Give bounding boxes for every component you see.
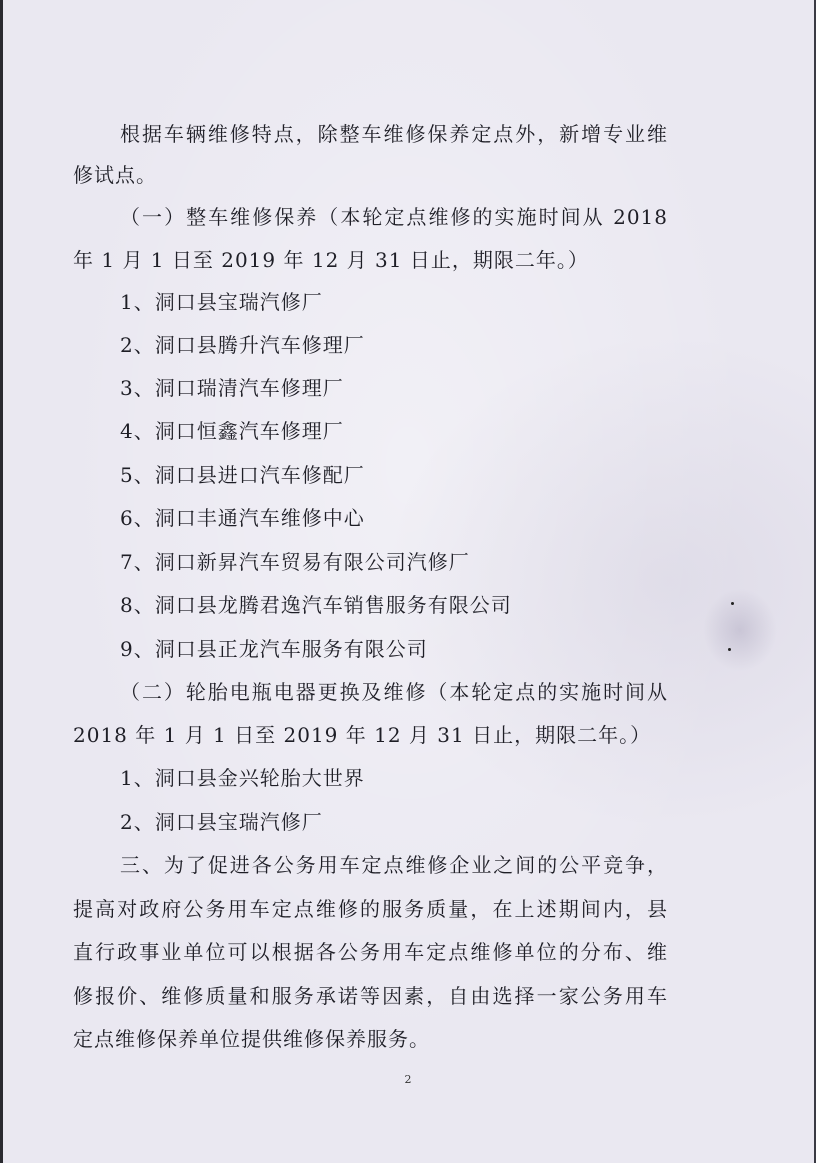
paragraph-line: 修报价、维修质量和服务承诺等因素，自由选择一家公务用车 xyxy=(73,984,668,1008)
list-item: 3、洞口瑞清汽车修理厂 xyxy=(120,376,344,400)
paragraph-line: 年 1 月 1 日至 2019 年 12 月 31 日止，期限二年。） xyxy=(73,248,589,272)
section-heading-1: （一）整车维修保养（本轮定点维修的实施时间从 2018 xyxy=(120,205,668,229)
section-heading-3: 三、为了促进各公务用车定点维修企业之间的公平竞争， xyxy=(120,853,668,877)
list-item: 2、洞口县腾升汽车修理厂 xyxy=(120,333,365,357)
section-heading-2: （二）轮胎电瓶电器更换及维修（本轮定点的实施时间从 xyxy=(120,680,668,704)
paragraph-line: 直行政事业单位可以根据各公务用车定点维修单位的分布、维 xyxy=(73,940,668,964)
paragraph-line: 根据车辆维修特点，除整车维修保养定点外，新增专业维 xyxy=(120,122,668,146)
paragraph-line: 2018 年 1 月 1 日至 2019 年 12 月 31 日止，期限二年。） xyxy=(73,723,652,747)
paragraph-line: 提高对政府公务用车定点维修的服务质量，在上述期间内，县 xyxy=(73,897,668,921)
paragraph-line: 修试点。 xyxy=(73,163,157,187)
list-item: 4、洞口恒鑫汽车修理厂 xyxy=(120,419,344,443)
list-item: 7、洞口新昇汽车贸易有限公司汽修厂 xyxy=(120,550,470,574)
list-item: 5、洞口县进口汽车修配厂 xyxy=(120,463,365,487)
list-item: 1、洞口县宝瑞汽修厂 xyxy=(120,290,323,314)
list-item: 8、洞口县龙腾君逸汽车销售服务有限公司 xyxy=(120,593,512,617)
page-number: 2 xyxy=(404,1073,412,1086)
list-item: 9、洞口县正龙汽车服务有限公司 xyxy=(120,637,428,661)
paragraph-line: 定点维修保养单位提供维修保养服务。 xyxy=(73,1027,430,1051)
list-item: 1、洞口县金兴轮胎大世界 xyxy=(120,766,365,790)
list-item: 2、洞口县宝瑞汽修厂 xyxy=(120,810,323,834)
list-item: 6、洞口丰通汽车维修中心 xyxy=(120,506,365,530)
